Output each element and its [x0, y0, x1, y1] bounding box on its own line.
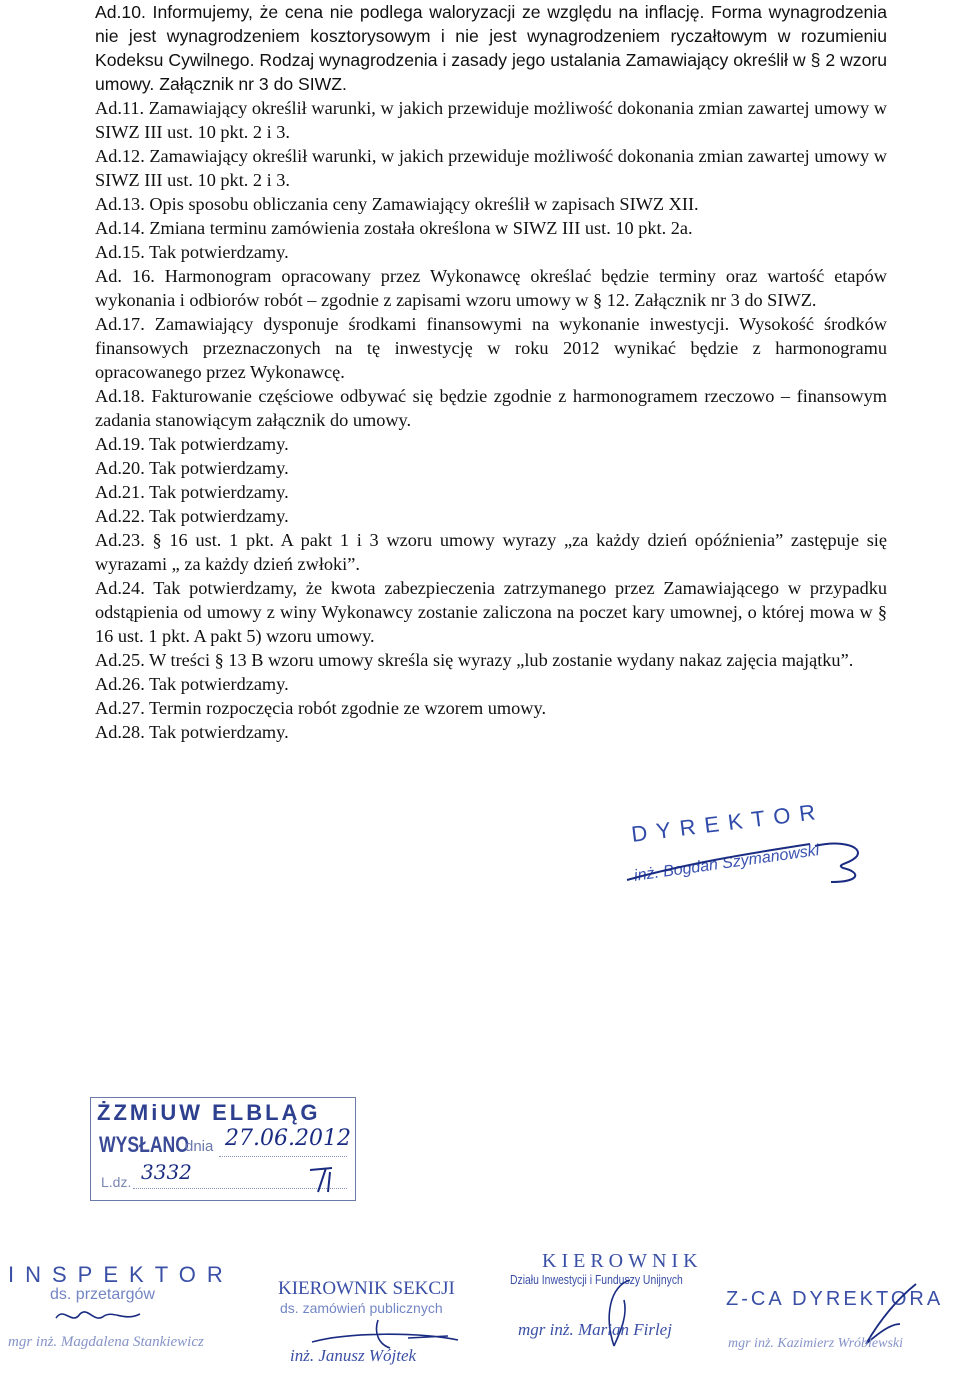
paragraph-ad12: Ad.12. Zamawiający określił warunki, w jakich przewiduje możliwość dokonania zmian zawartej umowy w SIWZ III ust. 10 pkt. 2 i 3. — [95, 146, 887, 190]
section-head-dept: ds. zamówień publicznych — [280, 1300, 443, 1316]
sent-stamp-date-label: dnia — [185, 1138, 214, 1155]
sent-stamp-ref-value: 3332 — [141, 1160, 192, 1184]
director-signature-stamp — [625, 798, 875, 903]
paragraph-ad19: Ad.19. Tak potwierdzamy. — [95, 434, 289, 454]
section-head-stamp — [278, 1278, 498, 1368]
sent-stamp — [90, 1097, 356, 1201]
sent-stamp-date-value: 27.06.2012 — [225, 1126, 351, 1151]
director-signature-scribble — [625, 818, 875, 903]
paragraph-ad18: Ad.18. Fakturowanie częściowe odbywać się będzie zgodnie z harmonogramem rzeczowo – finansowym zadania stanowiącym załącznik do umowy. — [95, 386, 887, 430]
inspector-dept: ds. przetargów — [50, 1286, 155, 1303]
department-head-title: KIEROWNIK — [542, 1250, 703, 1272]
paragraph-ad16: Ad. 16. Harmonogram opracowany przez Wykonawcę określać będzie terminy oraz wartość etapów wykonania i odbiorów robót – zgodnie z zapisami wzoru umowy w § 12. Załącznik nr 3 do SIWZ. — [95, 266, 887, 310]
sent-stamp-initials — [306, 1162, 346, 1196]
deputy-director-name: mgr inż. Kazimierz Wróblewski — [728, 1336, 904, 1351]
paragraph-ad20: Ad.20. Tak potwierdzamy. — [95, 458, 289, 478]
paragraph-ad22: Ad.22. Tak potwierdzamy. — [95, 506, 289, 526]
sent-stamp-label: WYSŁANO — [99, 1132, 189, 1157]
paragraph-ad11: Ad.11. Zamawiający określił warunki, w jakich przewiduje możliwość dokonania zmian zawartej umowy w SIWZ III ust. 10 pkt. 2 i 3. — [95, 98, 887, 142]
inspector-stamp — [8, 1262, 248, 1362]
deputy-director-stamp — [726, 1280, 956, 1370]
inspector-title: INSPEKTOR — [8, 1262, 234, 1287]
paragraph-ad24: Ad.24. Tak potwierdzamy, że kwota zabezpieczenia zatrzymanego przez Zamawiającego w przypadku odstąpienia od umowy z winy Wykonawcy zostanie zaliczona na poczet kary umownej, o której mowa w § 16 ust. 1 pkt. A pakt 5) wzoru umowy. — [95, 578, 887, 646]
document-body — [95, 0, 887, 744]
deputy-director-title: Z-CA DYREKTORA — [726, 1288, 944, 1310]
department-head-dept: Działu Inwestycji i Funduszy Unijnych — [510, 1272, 683, 1287]
paragraph-ad15: Ad.15. Tak potwierdzamy. — [95, 242, 289, 262]
department-head-signature — [590, 1276, 650, 1356]
paragraph-ad21: Ad.21. Tak potwierdzamy. — [95, 482, 289, 502]
department-head-stamp — [510, 1250, 740, 1350]
date-dotted-line — [219, 1156, 347, 1157]
paragraph-ad13: Ad.13. Opis sposobu obliczania ceny Zamawiający określił w zapisach SIWZ XII. — [95, 194, 699, 214]
director-title: DYREKTOR — [630, 798, 826, 847]
paragraph-ad26: Ad.26. Tak potwierdzamy. — [95, 674, 289, 694]
sent-stamp-org: ŻZMiUW ELBLĄG — [97, 1100, 321, 1125]
paragraph-ad10: Ad.10. Informujemy, że cena nie podlega waloryzacji ze względu na inflację. Forma wynagrodzenia nie jest wynagrodzeniem kosztorysowym i nie jest wynagrodzeniem ryczałtowym w rozumieniu Kodeksu Cywilnego. Rodzaj wynagrodzenia i zasady jego ustalania Zamawiający określił w § 2 wzoru umowy. Załącznik nr 3 do SIWZ. — [95, 2, 887, 94]
paragraph-ad27: Ad.27. Termin rozpoczęcia robót zgodnie ze wzorem umowy. — [95, 698, 547, 718]
paragraph-ad25: Ad.25. W treści § 13 B wzoru umowy skreśla się wyrazy „lub zostanie wydany nakaz zajęcia majątku”. — [95, 650, 854, 670]
inspector-name: mgr inż. Magdalena Stankiewicz — [8, 1334, 204, 1350]
paragraph-ad14: Ad.14. Zmiana terminu zamówienia została określona w SIWZ III ust. 10 pkt. 2a. — [95, 218, 693, 238]
director-name: inż. Bogdan Szymanowski — [633, 842, 821, 885]
sent-stamp-ref-label: L.dz. — [101, 1174, 132, 1190]
section-head-name: inż. Janusz Wójtek — [290, 1346, 417, 1365]
paragraph-ad23: Ad.23. § 16 ust. 1 pkt. A pakt 1 i 3 wzoru umowy wyrazy „za każdy dzień opóźnienia” zastępuje się wyrazami „ za każdy dzień zwłoki”. — [95, 530, 887, 574]
section-head-title: KIEROWNIK SEKCJI — [278, 1278, 455, 1299]
paragraph-ad17: Ad.17. Zamawiający dysponuje środkami finansowymi na wykonanie inwestycji. Wysokość środków finansowych przeznaczonych na tę inwestycję w roku 2012 wynikać będzie z harmonogramu opracowanego przez Wykonawcę. — [95, 314, 887, 382]
paragraph-ad28: Ad.28. Tak potwierdzamy. — [95, 722, 289, 742]
department-head-name: mgr inż. Marian Firlej — [518, 1320, 672, 1339]
inspector-signature — [54, 1304, 144, 1328]
